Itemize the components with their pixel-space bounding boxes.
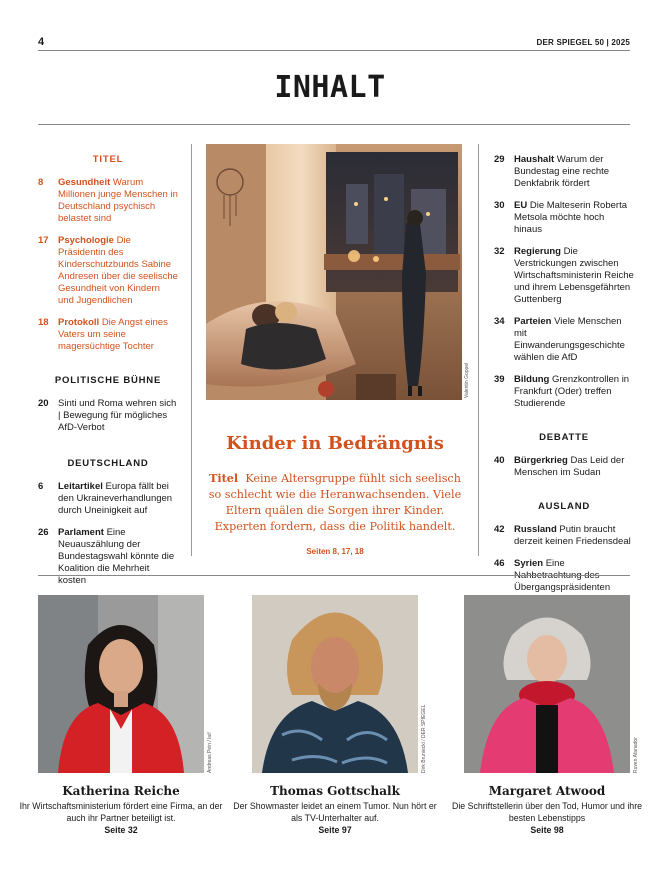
entry-topic: Bürgerkrieg [514,455,568,466]
entry-topic: Parteien [514,316,552,327]
portrait-gottschalk-illustration [252,595,418,773]
toc-entry[interactable] [494,200,634,236]
toc-entry[interactable] [494,154,634,190]
toc-right-column [494,154,634,616]
entry-topic: Psychologie [58,235,114,246]
portrait-reiche-illustration [38,595,204,773]
portrait-caption [16,800,226,836]
entry-page: 30 [494,200,505,211]
page-number: 4 [38,36,45,48]
section-heading-deutschland: DEUTSCHLAND [67,458,149,469]
entry-page: 42 [494,524,505,535]
entry-text: Die Malteserin Roberta Metsola möchte hoch hinaus [514,200,627,235]
entry-text: Eine Neuauszählung der Bundestagswahl könnte die Koalition die Mehrheit kosten [58,527,175,586]
section-rule [38,575,630,576]
toc-entry[interactable] [494,316,634,364]
entry-page: 18 [38,317,49,328]
portrait-description: Der Showmaster leidet an einem Tumor. Nun hört er als TV-Unterhalter auf. [233,801,437,823]
section-heading-ausland: AUSLAND [537,501,591,512]
section-heading-politische-buehne: POLITISCHE BÜHNE [54,375,162,386]
section-heading-debatte: DEBATTE [539,432,589,443]
entry-text: Warum der Bundestag eine rechte Denkfabrik fördert [514,154,610,189]
portrait-page[interactable]: Seite 98 [530,825,564,835]
portrait-katherina-reiche[interactable] [38,595,204,773]
entry-topic: Parlament [58,527,104,538]
entry-page: 34 [494,316,505,327]
page-title: INHALT [274,70,386,105]
entry-page: 39 [494,374,505,385]
cover-story-label: Titel [209,471,239,485]
entry-topic: Leitartikel [58,481,103,492]
toc-left-column [38,154,178,597]
entry-page: 17 [38,235,49,246]
entry-topic: Gesundheit [58,177,111,188]
entry-topic: Regierung [514,246,561,257]
toc-entry[interactable] [38,527,178,587]
toc-entry[interactable] [494,524,634,548]
toc-entry[interactable] [494,455,634,479]
entry-topic: Syrien [514,558,544,569]
portrait-caption [442,800,652,836]
toc-entry[interactable] [38,398,178,434]
entry-topic: Russland [514,524,557,535]
entry-topic: Protokoll [58,317,100,328]
entry-text: Grenzkontrollen in Frankfurt (Oder) treffen Studierende [514,374,630,409]
entry-text: Die Angst eines Vaters um seine magersüchtige Tochter [58,317,168,352]
toc-entry[interactable] [38,235,178,307]
header-rule [38,50,630,51]
portrait-page[interactable]: Seite 97 [318,825,352,835]
entry-text: Die Präsidentin des Kinderschutzbunds Sabine Andresen über die seelische Gesundheit von Kindern und Jugendlichen [58,235,178,306]
entry-text: Eine Nahbetrachtung des Übergangspräsidenten [514,558,611,593]
entry-text: Die Verstrickungen zwischen Wirtschaftsministerin Reiche und ihrem Lebensgefährten Guttenberg [514,246,634,305]
toc-entry[interactable] [494,374,634,410]
entry-text: Warum Millionen junge Menschen in Deutschland psychisch belastet sind [58,177,178,224]
portrait-name[interactable]: Thomas Gottschalk [270,784,400,798]
toc-entry[interactable] [38,317,178,353]
entry-text: Das Leid der Menschen im Sudan [514,455,625,478]
entry-page: 20 [38,398,49,409]
cover-story-pages[interactable]: Seiten 8, 17, 18 [306,547,364,556]
portrait-thomas-gottschalk[interactable] [252,595,418,773]
entry-text: Europa fällt bei den Ukraineverhandlungen durch Uneinigkeit auf [58,481,173,516]
toc-entry[interactable] [38,177,178,225]
cover-story-headline[interactable]: Kinder in Bedrängnis [226,433,444,454]
portrait-credit: Dirk Bruniecki / DER SPIEGEL [421,704,427,773]
portrait-atwood-illustration [464,595,630,773]
entry-text: Putin braucht derzeit keinen Friedensdeal [514,524,631,547]
entry-page: 46 [494,558,505,569]
column-divider-right [478,144,479,556]
photo-credit: Valentin Goppel [464,362,470,398]
toc-entry[interactable] [38,481,178,517]
entry-page: 6 [38,481,44,492]
cover-story-text: Keine Altersgruppe fühlt sich seelisch so schlecht wie die Heranwachsenden. Viele Eltern quälen die Sorgen ihrer Kinder. Experten fordern, dass die Politik handelt. [208,472,462,533]
cover-story-teaser [202,470,468,535]
entry-page: 32 [494,246,505,257]
column-divider-left [191,144,192,556]
cover-story-photo[interactable] [206,144,462,400]
entry-page: 26 [38,527,49,538]
entry-text: Sinti und Roma wehren sich | Bewegung für mögliches AfD-Verbot [58,398,177,433]
portrait-name[interactable]: Margaret Atwood [488,784,606,798]
entry-page: 40 [494,455,505,466]
entry-topic: Haushalt [514,154,555,165]
entry-text: Viele Menschen mit Einwanderungsgeschichte wählen die AfD [514,316,625,363]
portrait-margaret-atwood[interactable] [464,595,630,773]
entry-topic: Bildung [514,374,550,385]
title-rule [38,124,630,125]
section-heading-titel: TITEL [92,154,124,165]
portrait-description: Ihr Wirtschaftsministerium fördert eine Firma, an der auch ihr Partner beteiligt ist. [19,801,223,823]
entry-topic: EU [514,200,528,211]
portrait-description: Die Schriftstellerin über den Tod, Humor und ihre besten Lebenstipps [451,801,643,823]
toc-entry[interactable] [494,246,634,306]
cover-photo-illustration [206,144,462,400]
portrait-credit: Ruven Afanador [633,737,639,773]
magazine-issue: DER SPIEGEL 50 | 2025 [536,38,630,47]
entry-page: 29 [494,154,505,165]
portrait-name[interactable]: Katherina Reiche [62,784,180,798]
portrait-caption [230,800,440,836]
entry-page: 8 [38,177,44,188]
portrait-page[interactable]: Seite 32 [104,825,138,835]
portrait-credit: Andreas Pein / laif [207,732,213,773]
